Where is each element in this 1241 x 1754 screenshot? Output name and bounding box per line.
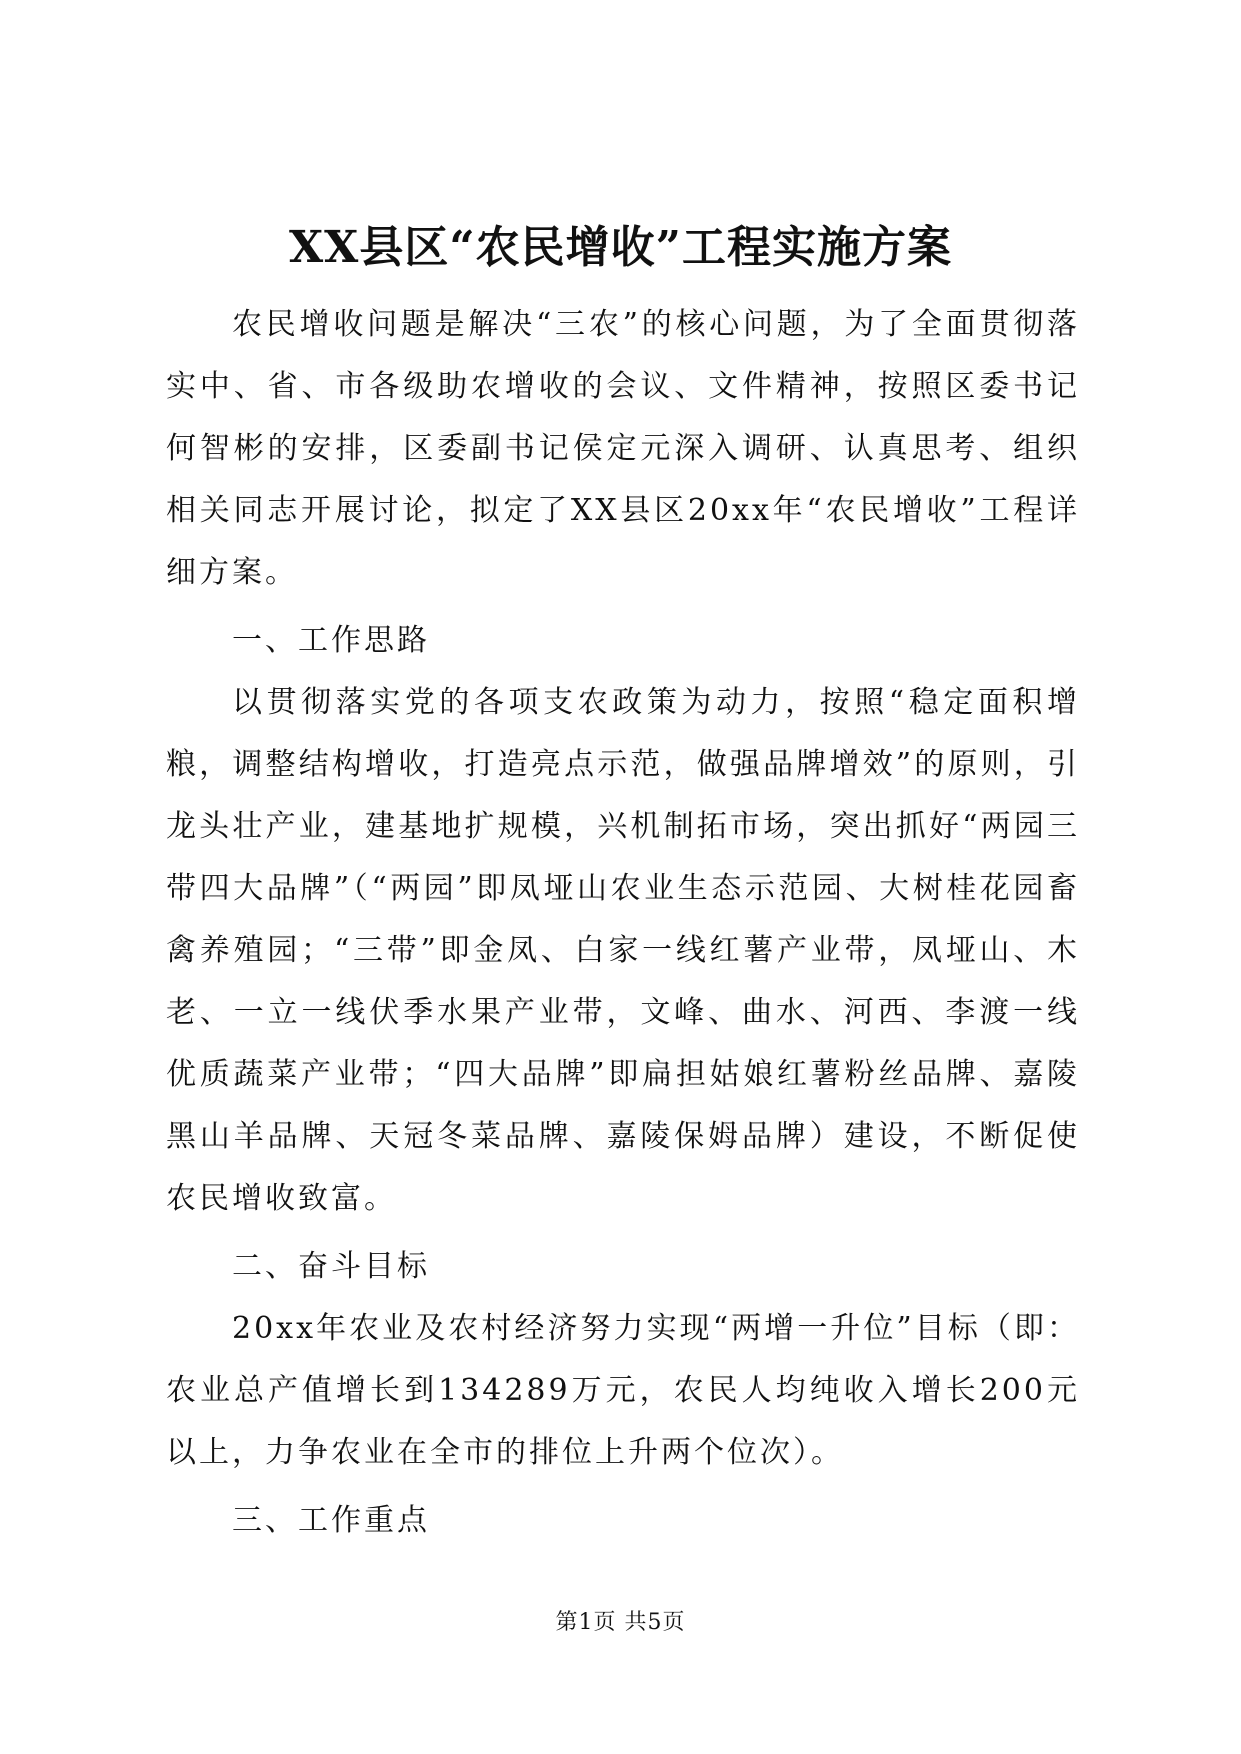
page-footer: 第1页 共5页 — [555, 1610, 686, 1635]
goals-paragraph: 20xx年农业及农村经济努力实现“两增一升位”目标（即：农业总产值增长到134289万元，农民人均纯收入增长200元以上，力争农业在全市的排位上升两个位次）。 — [166, 1311, 1080, 1470]
section-heading-key-work: 三、工作重点 — [232, 1503, 430, 1538]
section-heading-work-approach: 一、工作思路 — [232, 623, 430, 658]
document-title: XX县区“农民增收”工程实施方案 — [289, 222, 952, 273]
work-approach-paragraph: 以贯彻落实党的各项支农政策为动力，按照“稳定面积增粮，调整结构增收，打造亮点示范，做强品牌增效”的原则，引龙头壮产业，建基地扩规模，兴机制拓市场，突出抓好“两园三带四大品牌”（“两园”即凤垭山农业生态示范园、大树桂花园畜禽养殖园；“三带”即金凤、白家一线红薯产业带，凤垭山、木老、一立一线伏季水果产业带，文峰、曲水、河西、李渡一线优质蔬菜产业带；“四大品牌”即扁担姑娘红薯粉丝品牌、嘉陵黑山羊品牌、天冠冬菜品牌、嘉陵保姆品牌）建设，不断促使农民增收致富。 — [166, 685, 1080, 1216]
section-heading-goals: 二、奋斗目标 — [232, 1249, 430, 1284]
document-body — [166, 294, 1080, 1552]
intro-paragraph: 农民增收问题是解决“三农”的核心问题，为了全面贯彻落实中、省、市各级助农增收的会议、文件精神，按照区委书记何智彬的安排，区委副书记侯定元深入调研、认真思考、组织相关同志开展讨论，拟定了XX县区20xx年“农民增收”工程详细方案。 — [166, 307, 1080, 590]
